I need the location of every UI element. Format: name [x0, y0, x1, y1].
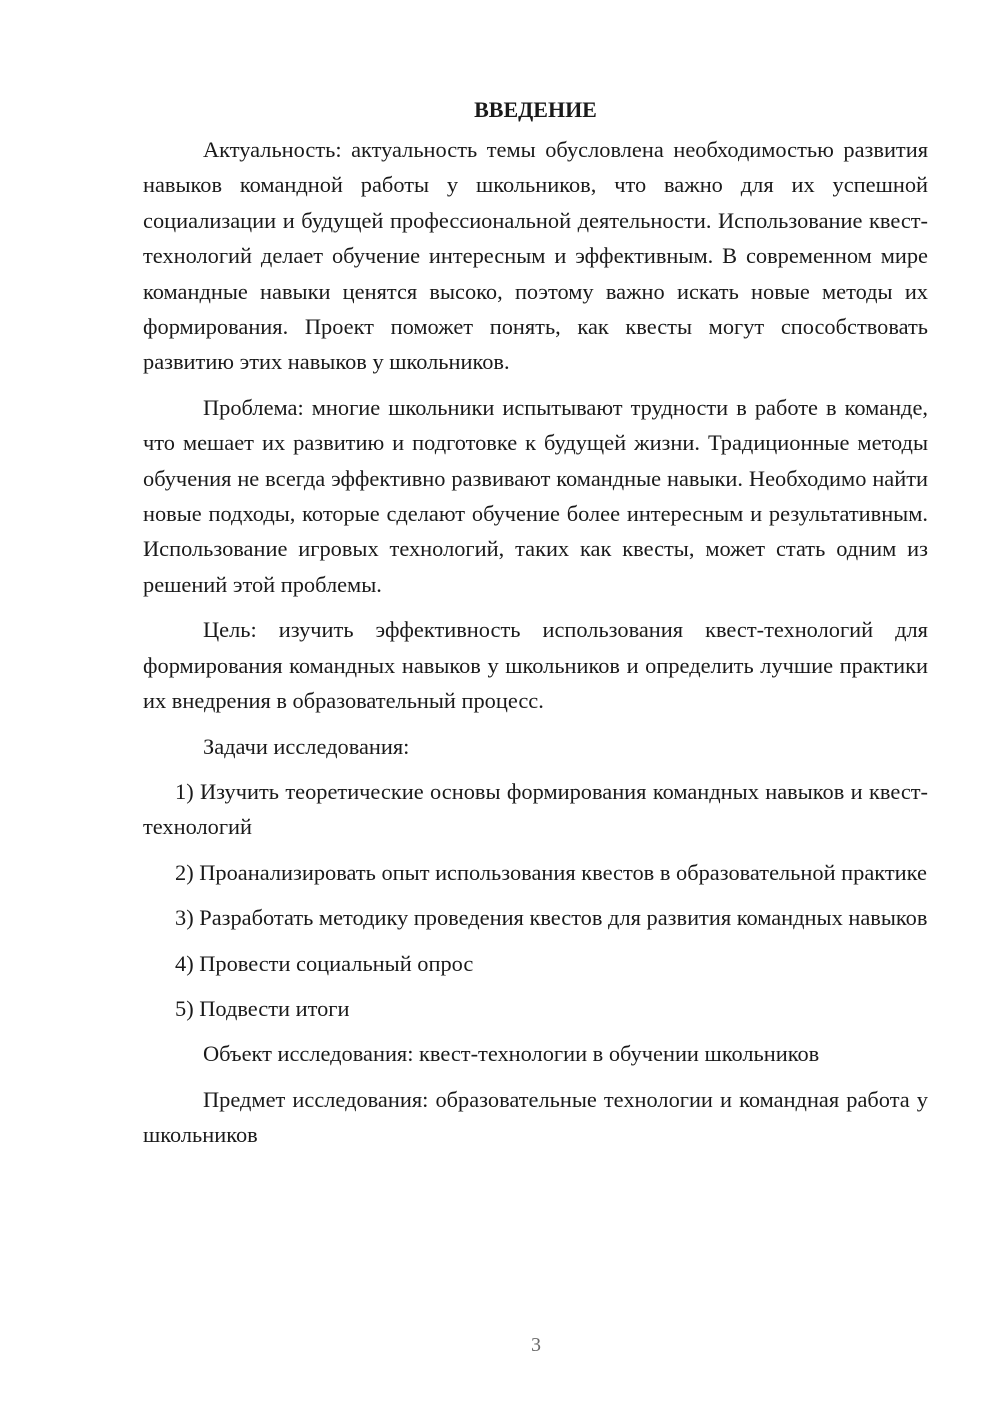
tasks-heading: Задачи исследования:: [203, 733, 410, 759]
document-page: [143, 92, 928, 1163]
task-item-5: 5) Подвести итоги: [175, 995, 350, 1021]
subject-paragraph: Предмет исследования: образовательные технологии и командная работа у школьников: [143, 1086, 928, 1148]
task-item-4: 4) Провести социальный опрос: [175, 950, 474, 976]
task-item-1: 1) Изучить теоретические основы формирования командных навыков и квест-технологий: [143, 778, 928, 840]
task-item-2: 2) Проанализировать опыт использования квестов в образовательной практике: [175, 859, 927, 885]
page-number: 3: [531, 1334, 541, 1356]
section-title: ВВЕДЕНИЕ: [474, 97, 597, 122]
task-item-3: 3) Разработать методику проведения квестов для развития командных навыков: [175, 905, 928, 931]
object-paragraph: Объект исследования: квест-технологии в обучении школьников: [203, 1041, 820, 1067]
problem-paragraph: Проблема: многие школьники испытывают трудности в работе в команде, что мешает их развитию и подготовке к будущей жизни. Традиционные методы обучения не всегда эффективно развивают командные навыки. Необходимо найти новые подходы, которые сделают обучение более интересным и результативным. Использование игровых технологий, таких как квесты, может стать одним из решений этой проблемы.: [143, 394, 928, 597]
goal-paragraph: Цель: изучить эффективность использования квест-технологий для формирования командных навыков у школьников и определить лучшие практики их внедрения в образовательный процесс.: [143, 617, 928, 714]
relevance-paragraph: Актуальность: актуальность темы обусловлена необходимостью развития навыков командной работы у школьников, что важно для их успешной социализации и будущей профессиональной деятельности. Использование квест-технологий делает обучение интересным и эффективным. В современном мире командные навыки ценятся высоко, поэтому важно искать новые методы их формирования. Проект поможет понять, как квесты могут способствовать развитию этих навыков у школьников.: [143, 137, 928, 375]
